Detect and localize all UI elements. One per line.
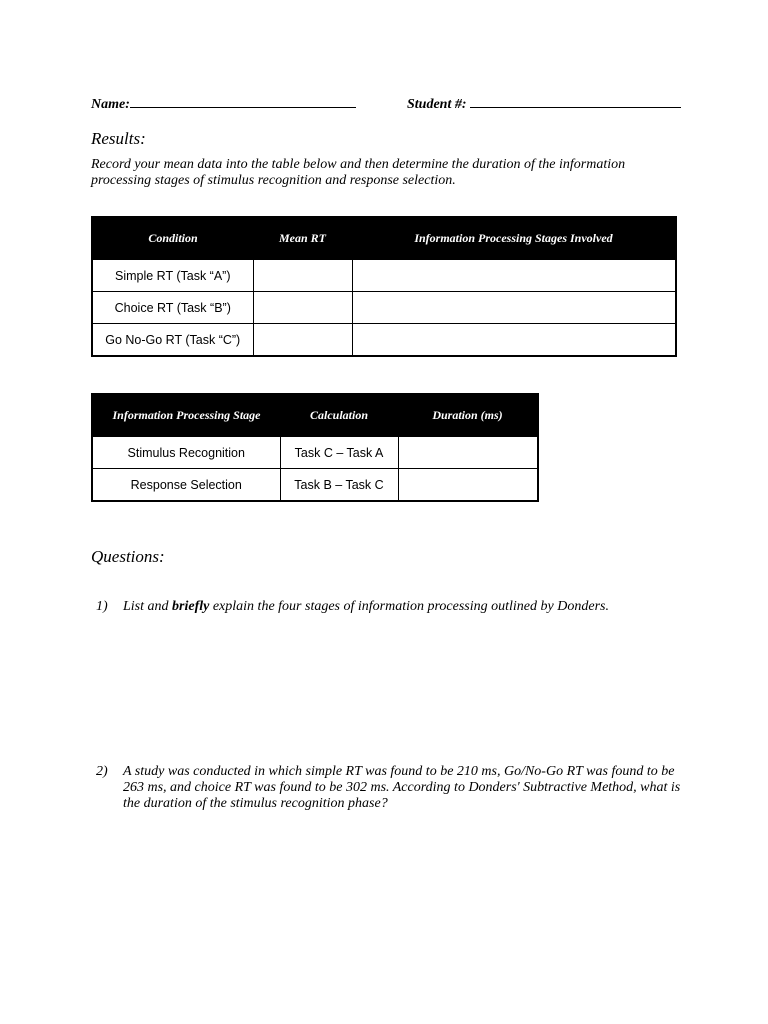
question-emphasis: briefly	[172, 599, 210, 614]
condition-cell: Go No-Go RT (Task “C”)	[92, 324, 253, 357]
question-2	[96, 764, 716, 814]
table-header-row	[92, 217, 676, 260]
processing-stage-cell: Response Selection	[92, 469, 280, 502]
question-line-3: the duration of the stimulus recognition phase?	[123, 796, 388, 811]
question-text	[123, 764, 683, 812]
table-row	[92, 324, 676, 357]
question-line-2: 263 ms, and choice RT was found to be 302 ms. According to Donders' Subtractive Method, what is	[123, 780, 681, 795]
question-text-part: explain the four stages of information processing outlined by Donders.	[209, 599, 609, 614]
instructions-line-2: processing stages of stimulus recognition and response selection.	[91, 173, 456, 188]
name-field	[91, 93, 356, 113]
mean-rt-cell[interactable]	[253, 324, 352, 357]
table-header-row	[92, 394, 538, 437]
table-row	[92, 437, 538, 469]
duration-cell[interactable]	[398, 437, 538, 469]
duration-cell[interactable]	[398, 469, 538, 502]
stages-involved-cell[interactable]	[352, 324, 676, 357]
mean-rt-cell[interactable]	[253, 260, 352, 292]
column-header-processing-stage: Information Processing Stage	[92, 394, 280, 437]
calculation-cell: Task B – Task C	[280, 469, 398, 502]
stage-duration-table	[91, 393, 539, 502]
calculation-cell: Task C – Task A	[280, 437, 398, 469]
processing-stage-cell: Stimulus Recognition	[92, 437, 280, 469]
question-1	[96, 599, 716, 617]
name-blank-line[interactable]	[130, 93, 356, 108]
student-number-label: Student #:	[407, 97, 467, 112]
results-instructions	[91, 157, 691, 189]
question-text-part: List and	[123, 599, 173, 614]
condition-cell: Choice RT (Task “B”)	[92, 292, 253, 324]
condition-cell: Simple RT (Task “A”)	[92, 260, 253, 292]
table-row	[92, 260, 676, 292]
mean-rt-cell[interactable]	[253, 292, 352, 324]
name-label: Name:	[91, 97, 130, 112]
student-number-blank-line[interactable]	[470, 93, 681, 108]
questions-heading: Questions:	[91, 547, 165, 566]
column-header-stages-involved: Information Processing Stages Involved	[352, 217, 676, 260]
student-number-field	[407, 93, 681, 113]
table-row	[92, 292, 676, 324]
column-header-calculation: Calculation	[280, 394, 398, 437]
question-text	[123, 599, 683, 615]
question-number: 2)	[96, 764, 108, 779]
column-header-condition: Condition	[92, 217, 253, 260]
instructions-line-1: Record your mean data into the table below and then determine the duration of the information	[91, 157, 626, 172]
results-heading: Results:	[91, 129, 146, 148]
column-header-mean-rt: Mean RT	[253, 217, 352, 260]
question-line-1: A study was conducted in which simple RT was found to be 210 ms, Go/No-Go RT was found to be	[123, 764, 675, 779]
stages-involved-cell[interactable]	[352, 292, 676, 324]
mean-rt-table	[91, 216, 677, 357]
question-number: 1)	[96, 599, 108, 614]
table-row	[92, 469, 538, 502]
column-header-duration: Duration (ms)	[398, 394, 538, 437]
stages-involved-cell[interactable]	[352, 260, 676, 292]
